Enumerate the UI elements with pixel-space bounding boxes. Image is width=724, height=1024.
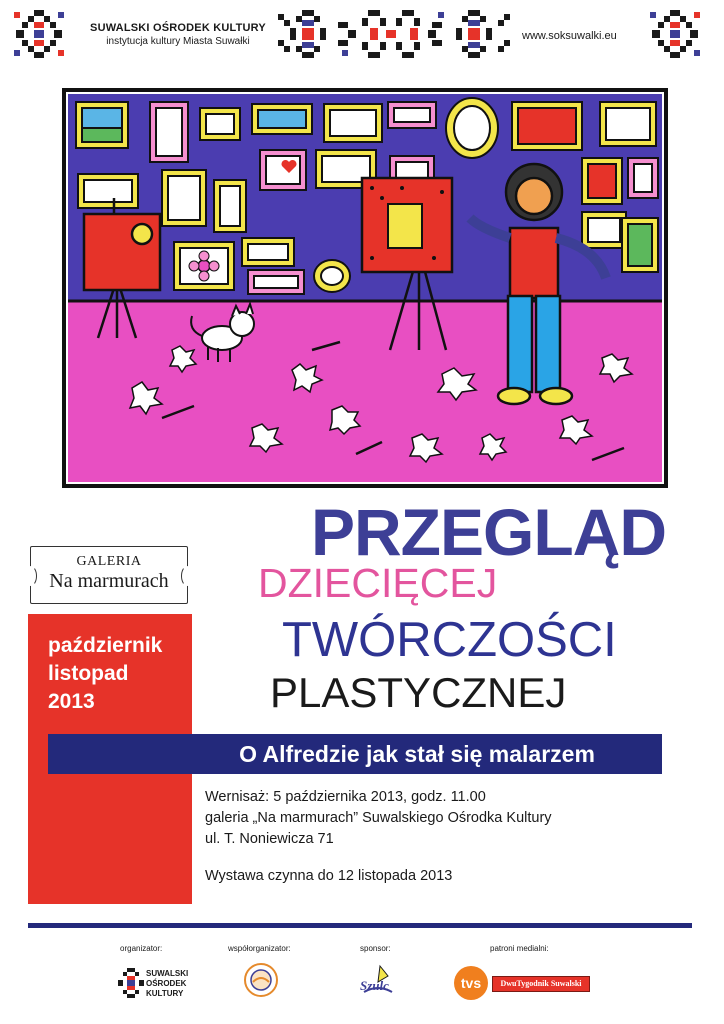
folk-pattern-icon [650,10,700,58]
sponsor-name: Szulc [360,978,389,993]
venue-text: galeria „Na marmurach” Suwalskiego Ośrodka Kultury [205,810,552,826]
footer-divider [28,923,692,928]
footer-org-line3: KULTURY [146,989,184,998]
footer-org-logo [118,968,144,1003]
coorganizer-label: współorganizator: [228,944,291,953]
folk-pattern-right [650,10,700,58]
title-line1: PRZEGLĄD [311,495,666,569]
title-line3: TWÓRCZOŚCI [282,613,617,667]
galeria-logo [30,546,188,604]
folk-pattern-center [278,10,510,58]
exhibition-text: Wystawa czynna do 12 listopada 2013 [205,868,453,884]
exhibition-dates [48,632,162,716]
media-label: patroni medialni: [490,944,549,953]
dwutygodnik-logo: DwuTygodnik Suwalski [492,976,590,992]
tvs-logo: tvs [454,966,488,1000]
coorganizer-seal [243,962,279,998]
date-month1: październik [48,634,163,657]
header-url[interactable]: www.soksuwalki.eu [522,30,617,42]
childrens-painting [62,88,668,488]
address-text: ul. T. Noniewicza 71 [205,831,334,847]
footer-org-text [146,969,188,999]
folk-pattern-left [14,10,64,58]
title-line4: PLASTYCZNEJ [270,669,567,716]
organizer-label: organizator: [120,944,163,953]
header-organization [88,22,268,47]
galeria-logo-line2: Na marmurach [49,570,169,592]
org-name: SUWALSKI OŚRODEK KULTURY [90,22,266,34]
folk-pattern-icon [278,10,510,58]
vernissage-text: Wernisaż: 5 października 2013, godz. 11.00 [205,789,486,805]
date-month2: listopad [48,662,129,685]
galeria-logo-line1: GALERIA [76,554,142,569]
sponsor-label: sponsor: [360,944,391,953]
event-info [205,787,552,887]
title-line2: DZIECIĘCEJ [258,560,498,606]
sponsor-logo [358,962,398,1002]
subtitle: O Alfredzie jak stał się malarzem [239,741,595,767]
footer-org-line2: OŚRODEK [146,979,187,988]
folk-pattern-icon [118,968,144,998]
folk-pattern-icon [14,10,64,58]
org-subtitle: instytucja kultury Miasta Suwałki [106,36,250,47]
date-year: 2013 [48,690,95,713]
footer-org-line1: SUWALSKI [146,969,189,978]
